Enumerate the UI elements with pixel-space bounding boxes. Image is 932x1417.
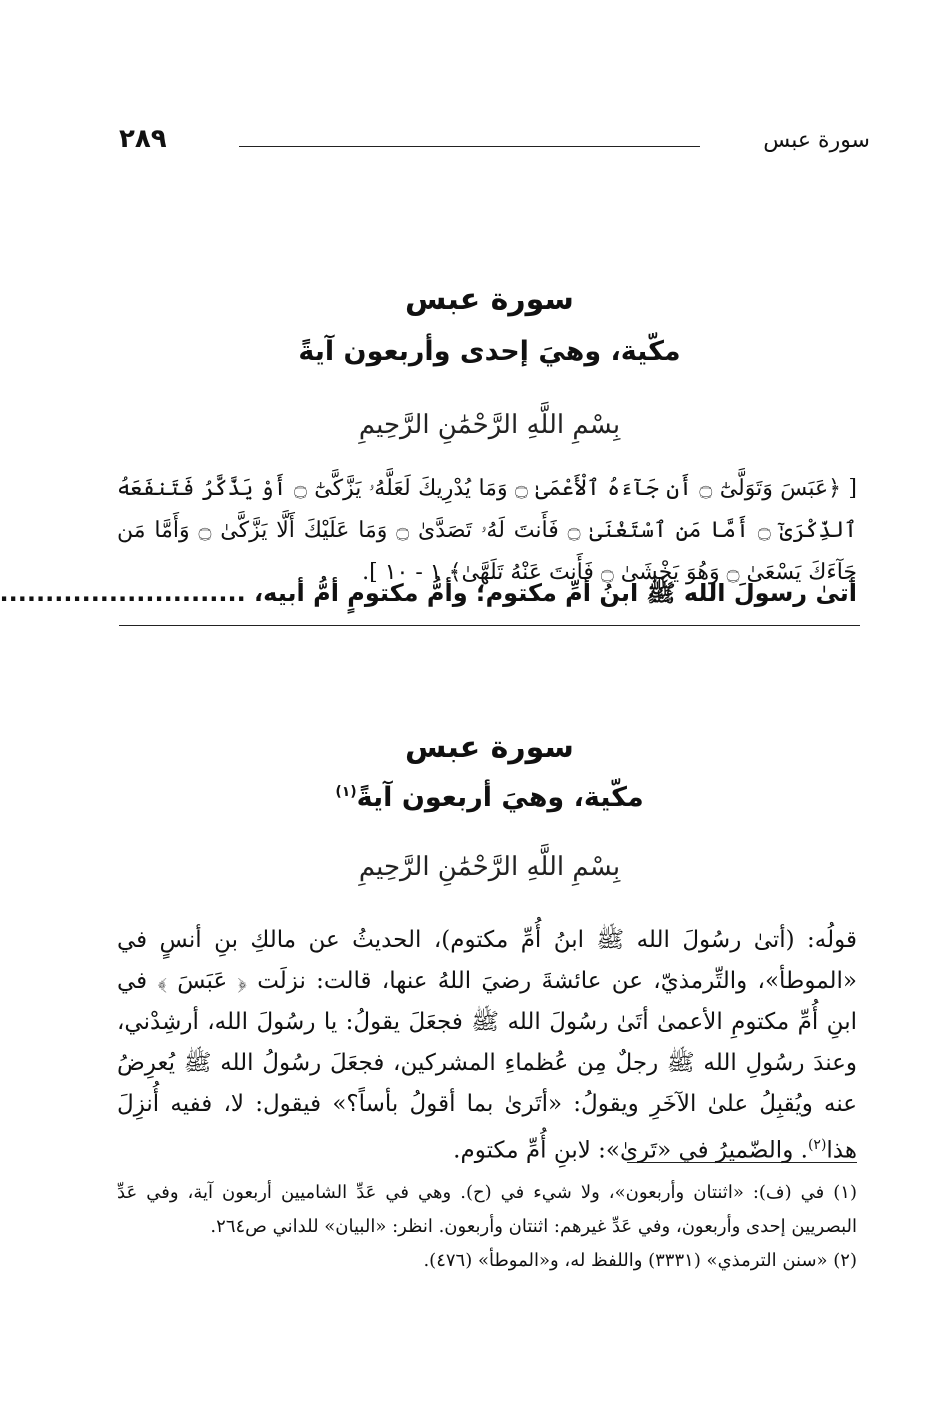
basmala-1 [47, 410, 932, 440]
footnote-ref-2: (٢) [807, 1137, 827, 1153]
running-header [109, 124, 870, 164]
commentary-body-text: قولُه: (أتىٰ رسُولَ الله ﷺ ابنُ أُمِّ مكتوم)، الحديثُ عن مالكِ بنِ أنسٍ في «الموطأ»، والتِّرمذيّ، عن عائشةَ رضيَ اللهُ عنها، قالت: نزلَت ﴿ عَبَسَ ﴾ في ابنِ أُمِّ مكتومِ الأعمىٰ أتَىٰ رسُولَ الله ﷺ فجعَلَ يقولُ: يا رسُولَ الله، أرشِدْني، وعندَ رسُولِ الله ﷺ رجلٌ مِن عُظماءِ المشركين، فجعَلَ رسُولُ الله ﷺ يُعرِضُ عنه ويُقبِلُ علىٰ الآخَرِ ويقولُ: «أتَرىٰ بما أقولُ بأساً؟» فيقول: لا، ففيه أُنزِلَ هذا [117, 927, 857, 1164]
basmala-text-1: بِسْمِ اللَّهِ الرَّحْمَٰنِ الرَّحِيمِ [358, 410, 621, 440]
commentary-body-end: . والضّميرُ في «تَرىٰ»: لابنِ أُمِّ مكتوم. [453, 1137, 808, 1164]
basmala-2 [47, 852, 932, 882]
surah-subtitle-1: مكّية، وهيَ إحدى وأربعون آيةً [298, 336, 681, 367]
surah-subtitle-2-text: مكّية، وهيَ أربعون آيةً [356, 782, 644, 813]
quran-verses: [ ﴿عَبَسَ وَتَوَلَّىٰٓ ۝ أَن جَآءَهُ ٱلْأَعْمَىٰ ۝ وَمَا يُدْرِيكَ لَعَلَّهُۥ يَزَّكَّىٰٓ ۝ أَوْ يَذَّكَّرُ فَتَنفَعَهُ ٱلذِّكْرَىٰٓ ۝ أَمَّا مَنِ ٱسْتَغْنَىٰ ۝ فَأَنتَ لَهُۥ تَصَدَّىٰ ۝ وَمَا عَلَيْكَ أَلَّا يَزَّكَّىٰ ۝ وَأَمَّا مَن جَآءَكَ يَسْعَىٰ ۝ وَهُوَ يَخْشَىٰ ۝ فَأَنتَ عَنْهُ تَلَهَّىٰ﴾ ١ - ١٠ ]. [117, 476, 858, 585]
surah-title-1: سورة عبس [405, 282, 574, 317]
footnotes [117, 1176, 857, 1278]
footnote-rule [627, 1162, 857, 1163]
footnote-1: (١) في (ف): «اثنتان وأربعون»، ولا شيء في (ح). وهي في عَدِّ الشاميين أربعون آية، وفي عَدِّ البصريين إحدى وأربعون، وفي عَدِّ غيرهم: اثنتان وأربعون. انظر: «البيان» للداني ص٢٦٤. [117, 1182, 857, 1237]
header-rule [239, 146, 700, 147]
surah-title-2: سورة عبس [405, 730, 574, 765]
basmala-text-2: بِسْمِ اللَّهِ الرَّحْمَٰنِ الرَّحِيمِ [358, 852, 621, 882]
section-divider [119, 625, 860, 626]
running-title: سورة عبس [763, 128, 870, 153]
page-number: ٢٨٩ [119, 124, 167, 154]
surah-subtitle-2 [47, 782, 932, 813]
commentary-heading: أتىٰ رسولَ الله ﷺ ابنُ أمِّ مكتوم؛ وأمُّ مكتومٍ أمُّ أبيه، ........................... [0, 579, 857, 607]
commentary-body [117, 920, 857, 1172]
footnote-2: (٢) «سنن الترمذي» (٣٣٣١) واللفظ له، و«الموطأ» (٤٧٦). [423, 1250, 857, 1271]
footnote-ref-1: (١) [335, 784, 357, 800]
